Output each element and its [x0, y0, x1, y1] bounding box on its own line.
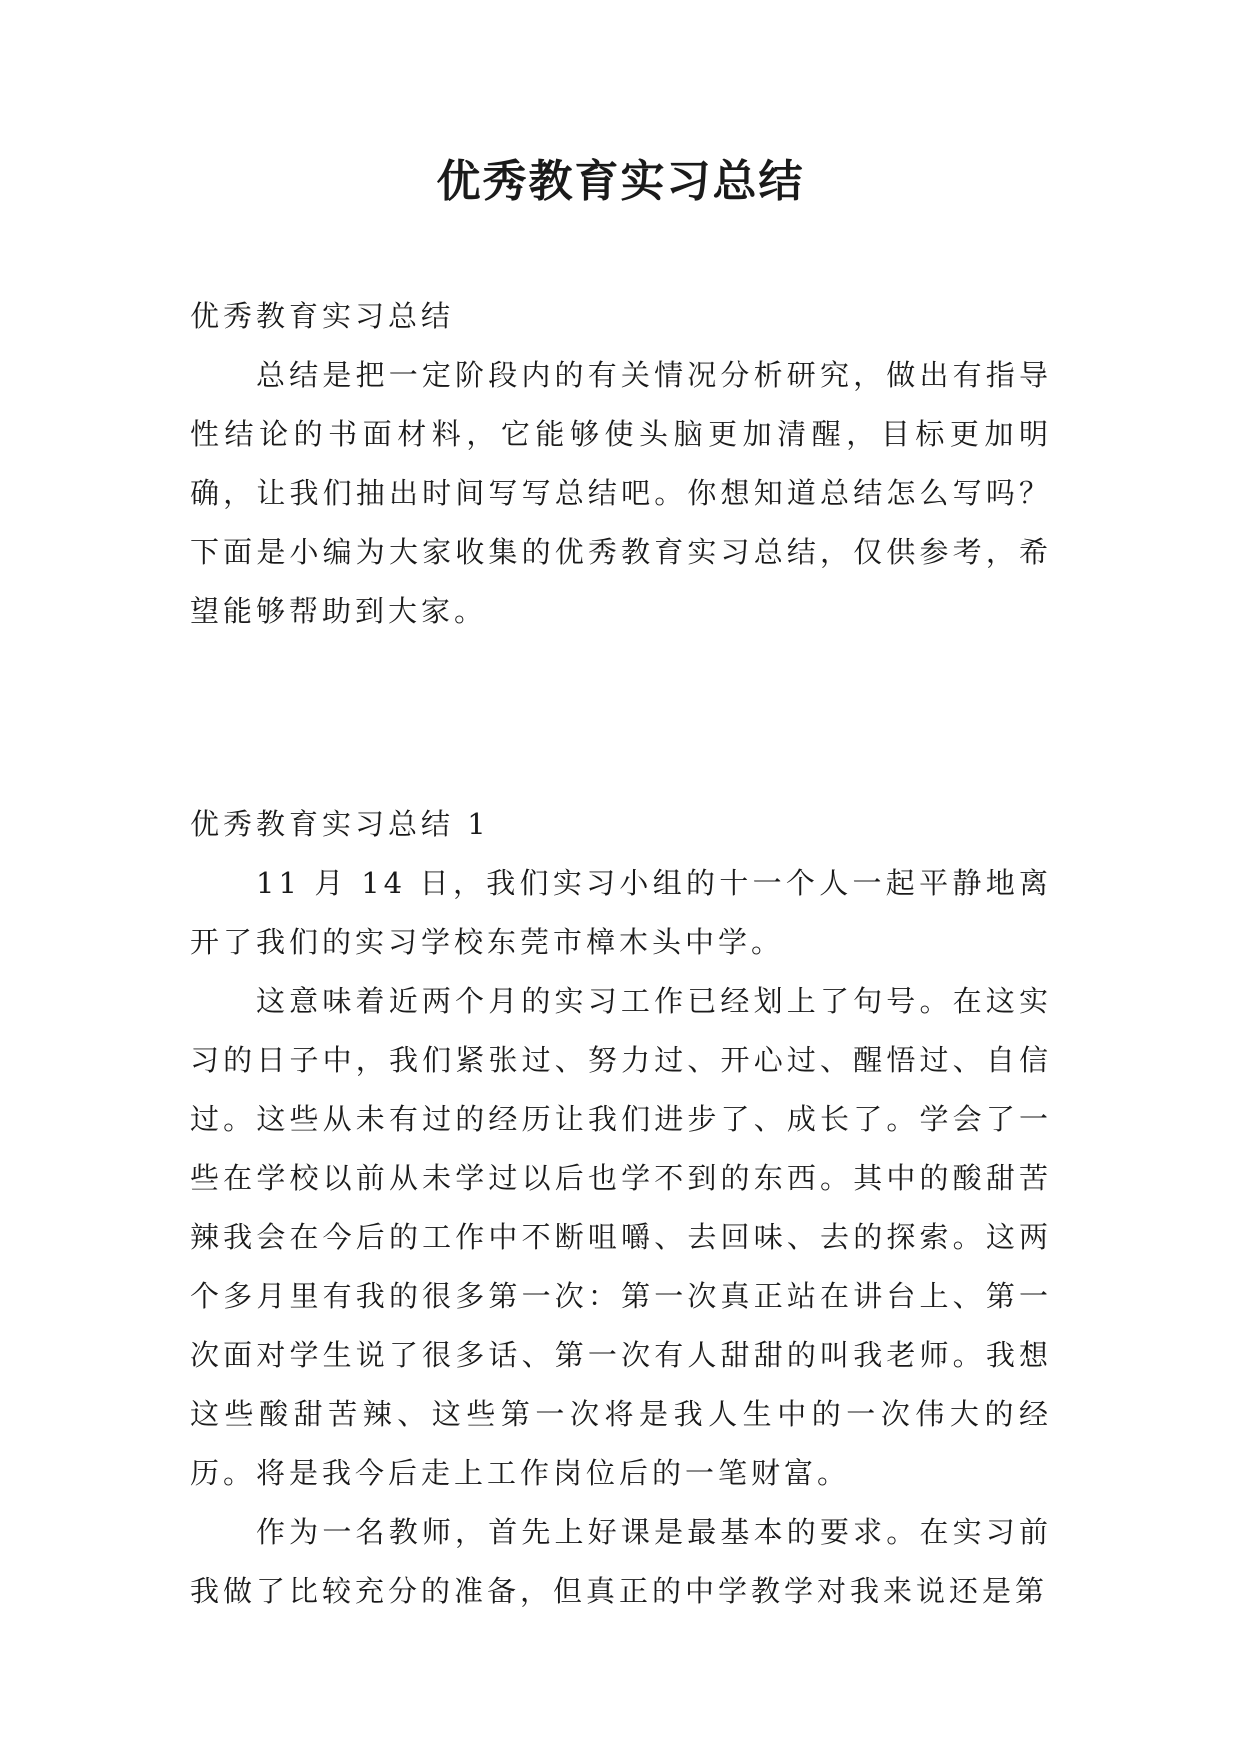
- section-paragraph: 这意味着近两个月的实习工作已经划上了句号。在这实习的日子中，我们紧张过、努力过、开心过、醒悟过、自信过。这些从未有过的经历让我们进步了、成长了。学会了一些在学校以前从未学过以后也学不到的东西。其中的酸甜苦辣我会在今后的工作中不断咀嚼、去回味、去的探索。这两个多月里有我的很多第一次：第一次真正站在讲台上、第一次面对学生说了很多话、第一次有人甜甜的叫我老师。我想这些酸甜苦辣、这些第一次将是我人生中的一次伟大的经历。将是我今后走上工作岗位后的一笔财富。: [190, 984, 1052, 1490]
- section-paragraph: 11 月 14 日，我们实习小组的十一个人一起平静地离开了我们的实习学校东莞市樟木头中学。: [190, 866, 1052, 959]
- intro-heading: 优秀教育实习总结: [190, 299, 455, 333]
- document-title: 优秀教育实习总结: [436, 156, 805, 207]
- section-heading: 优秀教育实习总结 1: [190, 807, 490, 841]
- intro-paragraph: 总结是把一定阶段内的有关情况分析研究，做出有指导性结论的书面材料，它能够使头脑更加清醒，目标更加明确，让我们抽出时间写写总结吧。你想知道总结怎么写吗？下面是小编为大家收集的优秀教育实习总结，仅供参考，希望能够帮助到大家。: [190, 358, 1052, 628]
- section-paragraph: 作为一名教师，首先上好课是最基本的要求。在实习前我做了比较充分的准备，但真正的中学教学对我来说还是第: [190, 1515, 1052, 1608]
- document-body: [190, 287, 1052, 1621]
- section-spacer: [190, 641, 1052, 795]
